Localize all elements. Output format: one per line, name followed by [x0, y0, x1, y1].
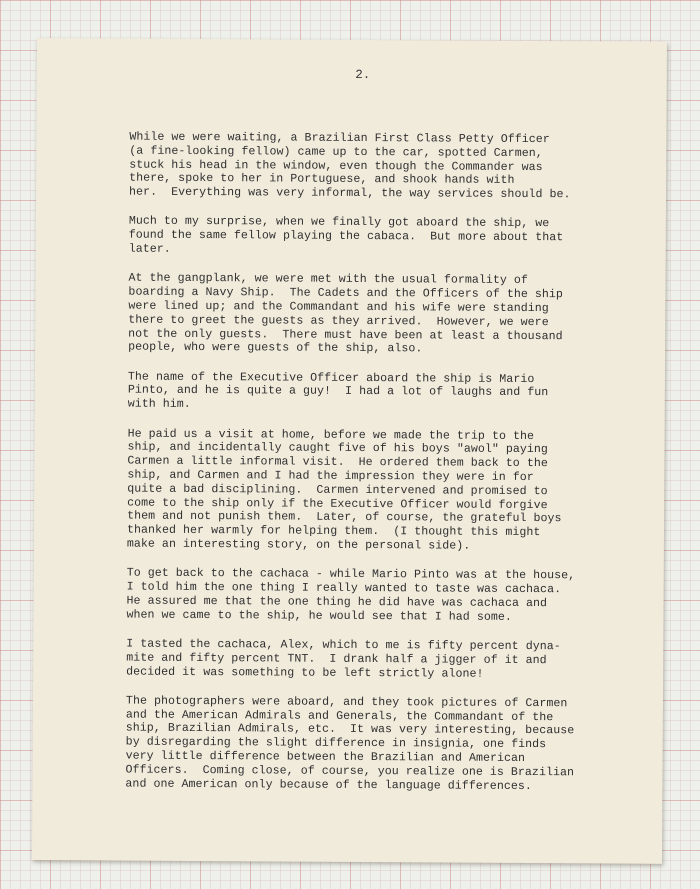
text-line: The name of the Executive Officer aboard the ship is Mario [127, 370, 535, 386]
text-line: there, spoke to her in Portuguese, and shook hands with [129, 171, 515, 188]
paragraph-waiting-petty-officer [129, 131, 649, 203]
text-line: ship, Brazilian Admirals, etc. It was very interesting, because [125, 721, 575, 738]
letter-body [125, 131, 649, 810]
text-line: when we came to the ship, he would see that I had some. [126, 608, 512, 624]
text-line: very little difference between the Brazilian and American [125, 749, 526, 765]
text-line: stuck his head in the window, even though the Commander was [129, 158, 543, 174]
text-line: Pinto, and he is quite a guy! I had a lot of laughs and fun [127, 384, 549, 400]
text-line: people, who were guests of the ship, also. [128, 340, 423, 356]
paragraph-cachaca-request [126, 567, 646, 625]
text-line: with him. [127, 397, 191, 412]
text-line: Much to my surprise, when we finally got aboard the ship, we [128, 215, 550, 231]
text-line: Carmen a little informal visit. He ordered them back to the [127, 454, 548, 471]
text-line: and one American only because of the language differences. [125, 777, 532, 793]
paragraph-cabaca [129, 215, 649, 260]
text-line: Officers. Coming close, of course, you realize one is Brazilian [125, 763, 575, 780]
text-line: He assured me that the one thing he did have was cachaca and [126, 594, 548, 610]
text-line: there to greet the guests as they arrived. However, we were [128, 313, 549, 329]
text-line: (a fine-looking fellow) came up to the car, spotted Carmen, [129, 144, 543, 160]
paragraph-cachaca-tasting [126, 637, 646, 682]
text-line: make an interesting story, on the personal side). [126, 537, 471, 553]
paragraph-photographers [125, 694, 646, 794]
typed-letter-page [32, 38, 667, 864]
text-line: I tasted the cachaca, Alex, which to me is fifty percent dyna- [126, 637, 561, 654]
text-line: ship, and Carmen and I had the impression they were in for [127, 468, 534, 484]
text-line: At the gangplank, we were met with the usual formality of [128, 271, 528, 288]
text-line: her. Everything was very informal, the way services should be. [129, 185, 571, 202]
text-line: The photographers were aboard, and they took pictures of Carmen [125, 694, 568, 711]
text-line: later. [128, 242, 171, 256]
text-line: found the same fellow playing the cabaca. But more about that [128, 228, 564, 245]
text-line: come to the ship only if the Executive Officer would forgive [127, 496, 548, 512]
text-line: were lined up; and the Commandant and his wife were standing [128, 299, 549, 316]
paragraph-home-visit [127, 427, 648, 554]
text-line: He paid us a visit at home, before we made the trip to the [127, 427, 535, 443]
text-line: While we were waiting, a Brazilian First Class Petty Officer [129, 130, 550, 147]
text-line: mite and fifty percent TNT. I drank half a jigger of it and [126, 651, 547, 667]
text-line: by disregarding the slight difference in insignia, one finds [125, 735, 547, 752]
text-line: decided it was something to be left strictly alone! [126, 665, 484, 681]
paragraph-gangplank [128, 272, 648, 358]
text-line: quite a bad disciplining. Carmen intervened and promised to [127, 482, 548, 498]
text-line: To get back to the cachaca - while Mario Pinto was at the house, [126, 566, 576, 583]
text-line: I told him the one thing I really wanted to taste was cachaca. [126, 580, 562, 597]
page-number: 2. [355, 67, 371, 83]
text-line: them and not punish them. Later, of course, the grateful boys [127, 509, 562, 526]
text-line: and the American Admirals and Generals, the Commandant of the [125, 708, 554, 724]
paragraph-executive-officer [128, 370, 648, 415]
text-line: thanked her warmly for helping them. (I thought this might [126, 523, 541, 540]
text-line: not the only guests. There must have been at least a thousand [128, 327, 563, 343]
text-line: boarding a Navy Ship. The Cadets and the Officers of the ship [128, 285, 563, 302]
text-line: ship, and incidentally caught five of his boys "awol" paying [127, 440, 548, 457]
